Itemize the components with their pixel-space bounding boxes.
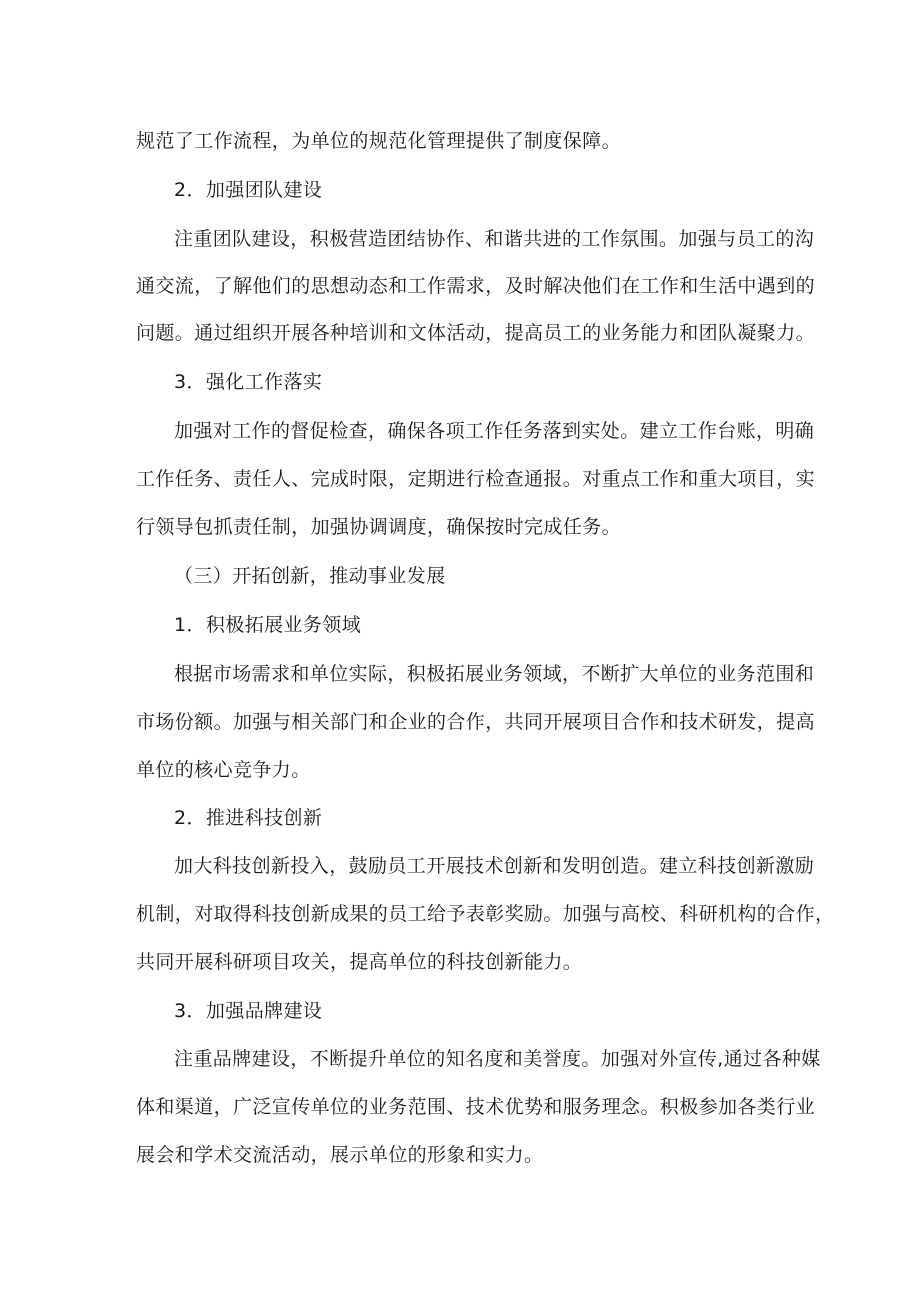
paragraph-line: 注重品牌建设，不断提升单位的知名度和美誉度。加强对外宣传,通过各种媒 bbox=[174, 1048, 821, 1070]
paragraph-line: 加强对工作的督促检查，确保各项工作任务落到实处。建立工作台账，明确 bbox=[174, 420, 815, 442]
paragraph-line: 共同开展科研项目攻关，提高单位的科技创新能力。 bbox=[136, 951, 583, 973]
paragraph-line: 通交流，了解他们的思想动态和工作需求，及时解决他们在工作和生活中遇到的 bbox=[136, 275, 816, 297]
paragraph-line: 体和渠道，广泛宣传单位的业务范围、技术优势和服务理念。积极参加各类行业 bbox=[136, 1096, 816, 1118]
paragraph-line: 行领导包抓责任制，加强协调调度，确保按时完成任务。 bbox=[136, 516, 622, 538]
paragraph-line: 市场份额。加强与相关部门和企业的合作，共同开展项目合作和技术研发，提高 bbox=[136, 711, 816, 733]
heading-work-implementation: 3．强化工作落实 bbox=[174, 371, 323, 393]
heading-tech-innovation: 2．推进科技创新 bbox=[174, 807, 323, 829]
paragraph-continuation-line: 规范了工作流程，为单位的规范化管理提供了制度保障。 bbox=[136, 130, 622, 152]
paragraph-line: 问题。通过组织开展各种培训和文体活动，提高员工的业务能力和团队凝聚力。 bbox=[136, 322, 816, 344]
heading-brand-building: 3．加强品牌建设 bbox=[174, 1000, 323, 1022]
section-heading-innovation: （三）开拓创新，推动事业发展 bbox=[174, 565, 446, 587]
heading-expand-business: 1．积极拓展业务领域 bbox=[174, 614, 362, 636]
paragraph-line: 单位的核心竞争力。 bbox=[136, 759, 311, 781]
paragraph-line: 注重团队建设，积极营造团结协作、和谐共进的工作氛围。加强与员工的沟 bbox=[174, 228, 815, 250]
paragraph-line: 加大科技创新投入，鼓励员工开展技术创新和发明创造。建立科技创新激励 bbox=[174, 855, 815, 877]
paragraph-line: 根据市场需求和单位实际，积极拓展业务领域，不断扩大单位的业务范围和 bbox=[174, 663, 815, 685]
paragraph-line: 机制，对取得科技创新成果的员工给予表彰奖励。加强与高校、科研机构的合作， bbox=[136, 903, 835, 925]
heading-team-building: 2．加强团队建设 bbox=[174, 179, 323, 201]
paragraph-line: 展会和学术交流活动，展示单位的形象和实力。 bbox=[136, 1144, 544, 1166]
paragraph-line: 工作任务、责任人、完成时限，定期进行检查通报。对重点工作和重大项目，实 bbox=[136, 468, 816, 490]
